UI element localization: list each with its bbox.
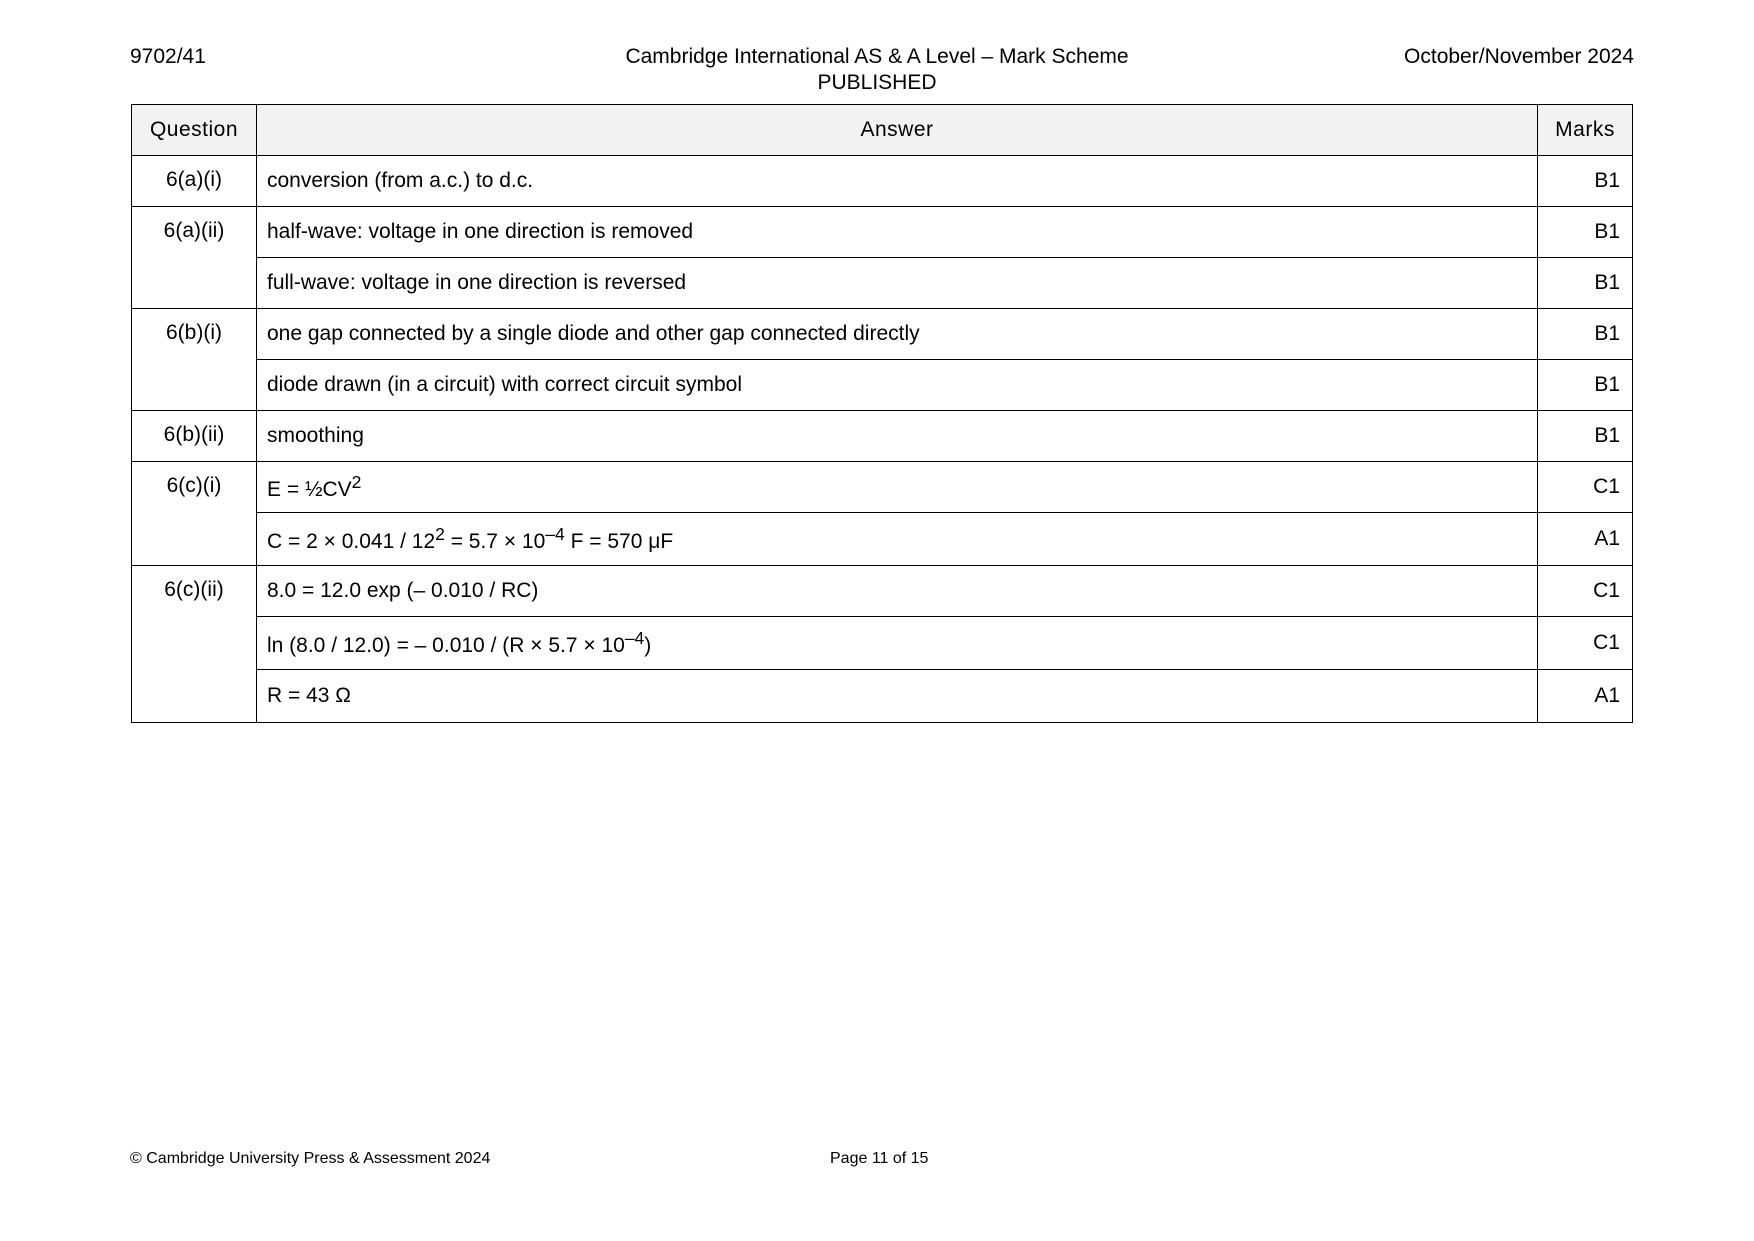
superscript: –4 xyxy=(624,628,645,648)
table-row xyxy=(132,207,1633,258)
answer-text: one gap connected by a single diode and other gap connected directly xyxy=(257,309,1538,360)
answer-text: half-wave: voltage in one direction is removed xyxy=(257,207,1538,258)
mark-code: A1 xyxy=(1538,670,1633,723)
table-row xyxy=(132,670,1633,723)
answer-text: smoothing xyxy=(257,411,1538,462)
answer-text: $C = 2 \times 0.041 / 12^2 = 5.7 \times 10^{-4}$ F = 570 μF xyxy=(257,513,1538,566)
mark-code: C1 xyxy=(1538,617,1633,670)
question-number: 6(c)(ii) xyxy=(132,566,257,723)
answer-text: R = 43 Ω xyxy=(257,670,1538,723)
mark-code: B1 xyxy=(1538,309,1633,360)
column-header-question: Question xyxy=(132,105,257,156)
question-number: 6(c)(i) xyxy=(132,462,257,566)
mark-code: C1 xyxy=(1538,462,1633,513)
page-number: Page 11 of 15 xyxy=(830,1150,929,1167)
column-header-marks: Marks xyxy=(1538,105,1633,156)
mark-code: B1 xyxy=(1538,207,1633,258)
paper-code: 9702/41 xyxy=(130,45,206,68)
mark-code: B1 xyxy=(1538,411,1633,462)
table-row xyxy=(132,258,1633,309)
exam-session: October/November 2024 xyxy=(1404,45,1634,68)
question-number: 6(a)(i) xyxy=(132,156,257,207)
table-header-row xyxy=(132,105,1633,156)
table-row xyxy=(132,309,1633,360)
copyright-notice: © Cambridge University Press & Assessment 2024 xyxy=(130,1150,491,1167)
answer-text: full-wave: voltage in one direction is reversed xyxy=(257,258,1538,309)
table-row xyxy=(132,156,1633,207)
mark-code: C1 xyxy=(1538,566,1633,617)
table-row xyxy=(132,360,1633,411)
table-row xyxy=(132,617,1633,670)
document-title-line1: Cambridge International AS & A Level – Mark Scheme xyxy=(625,45,1129,68)
column-header-answer: Answer xyxy=(257,105,1538,156)
document-title-line2: PUBLISHED xyxy=(817,71,937,94)
question-number: 6(b)(i) xyxy=(132,309,257,411)
mark-code: A1 xyxy=(1538,513,1633,566)
answer-text: conversion (from a.c.) to d.c. xyxy=(257,156,1538,207)
table-row xyxy=(132,566,1633,617)
answer-text: $E = \frac{1}{2}CV^2$ xyxy=(257,462,1538,513)
table-row xyxy=(132,462,1633,513)
mark-code: B1 xyxy=(1538,258,1633,309)
superscript: –4 xyxy=(545,524,565,544)
mark-scheme-table xyxy=(131,104,1633,723)
answer-text: ln (8.0 / 12.0) = – $0.010 / (R \times 5.7 \times 10^{-4})$ xyxy=(257,617,1538,670)
table-row xyxy=(132,513,1633,566)
answer-text: 8.0 = 12.0 exp (– 0.010 / RC) xyxy=(257,566,1538,617)
question-number: 6(a)(ii) xyxy=(132,207,257,309)
mark-code: B1 xyxy=(1538,360,1633,411)
table-row xyxy=(132,411,1633,462)
superscript: 2 xyxy=(435,524,445,544)
superscript: 2 xyxy=(351,472,362,492)
mark-code: B1 xyxy=(1538,156,1633,207)
question-number: 6(b)(ii) xyxy=(132,411,257,462)
answer-text: diode drawn (in a circuit) with correct circuit symbol xyxy=(257,360,1538,411)
